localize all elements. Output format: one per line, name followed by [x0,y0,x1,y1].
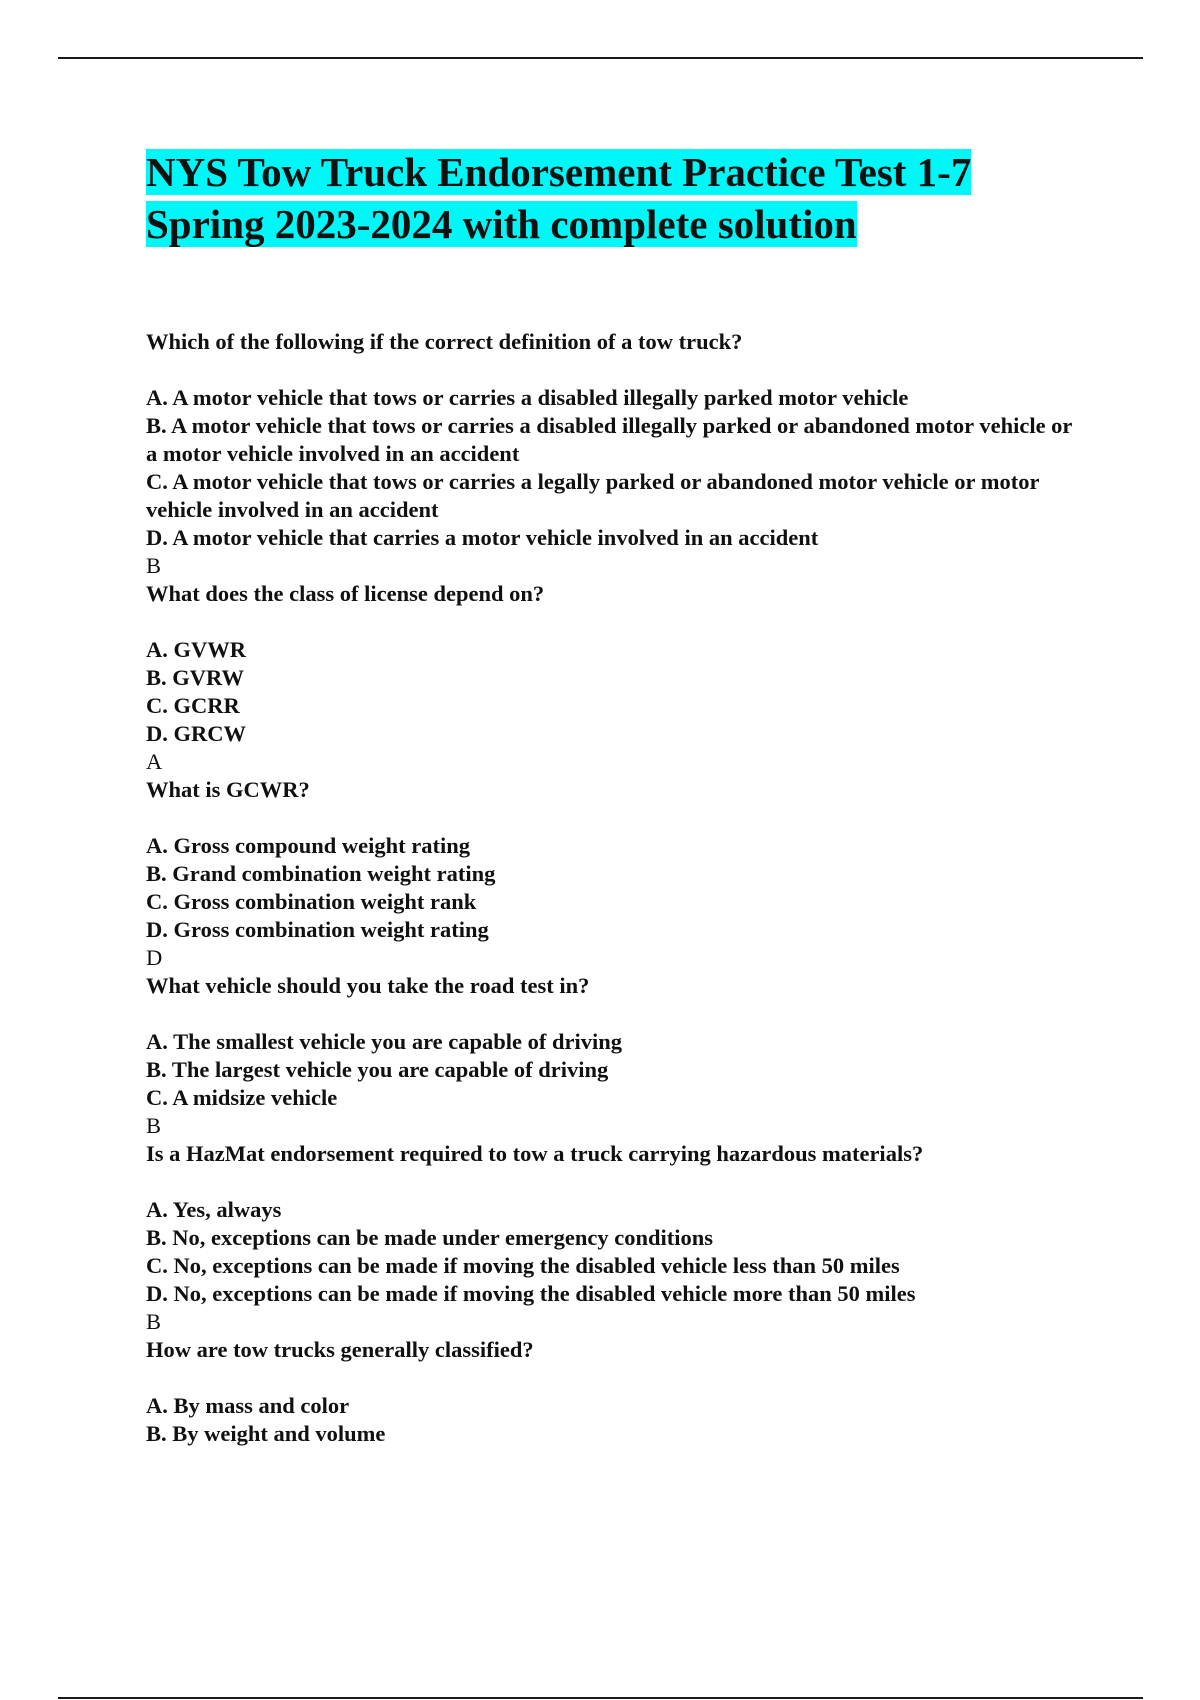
option-list [146,1028,1076,1112]
question-2 [146,580,1076,776]
bottom-rule [58,1697,1143,1699]
option-c: C. Gross combination weight rank [146,889,477,914]
top-rule [58,57,1143,59]
question-4 [146,972,1076,1140]
option-a: A. The smallest vehicle you are capable of driving [146,1029,623,1054]
option-d: D. GRCW [146,721,246,746]
question-text: What vehicle should you take the road test in? [146,973,590,998]
option-b: B. GVRW [146,665,244,690]
option-a: A. Yes, always [146,1197,282,1222]
answer: B [146,1113,162,1138]
question-text: Is a HazMat endorsement required to tow a truck carrying hazardous materials? [146,1141,924,1166]
option-list [146,1196,1076,1308]
option-list [146,384,1076,552]
question-text: What does the class of license depend on? [146,581,545,606]
option-c: C. No, exceptions can be made if moving the disabled vehicle less than 50 miles [146,1253,900,1278]
option-d: D. Gross combination weight rating [146,917,489,942]
option-a: A. GVWR [146,637,246,662]
option-d: D. A motor vehicle that carries a motor vehicle involved in an accident [146,525,819,550]
question-5 [146,1140,1076,1336]
question-list [146,328,1076,1448]
option-a: A. By mass and color [146,1393,350,1418]
question-text: Which of the following if the correct definition of a tow truck? [146,329,743,354]
question-1 [146,328,1076,580]
option-d: D. No, exceptions can be made if moving the disabled vehicle more than 50 miles [146,1281,916,1306]
answer: D [146,945,163,970]
option-a: A. A motor vehicle that tows or carries a disabled illegally parked motor vehicle [146,385,909,410]
title-highlight: NYS Tow Truck Endorsement Practice Test 1-7 Spring 2023-2024 with complete solution [146,149,972,247]
question-6 [146,1336,1076,1448]
document-title [146,146,1076,250]
question-3 [146,776,1076,972]
option-c: C. GCRR [146,693,240,718]
answer: B [146,1309,162,1334]
document-body [146,146,1076,1448]
option-b: B. By weight and volume [146,1421,386,1446]
option-list [146,832,1076,944]
option-c: C. A motor vehicle that tows or carries a legally parked or abandoned motor vehicle or motor vehicle involved in an accident [146,469,1040,522]
option-a: A. Gross compound weight rating [146,833,470,858]
option-c: C. A midsize vehicle [146,1085,338,1110]
option-b: B. A motor vehicle that tows or carries a disabled illegally parked or abandoned motor vehicle or a motor vehicle involved in an accident [146,413,1073,466]
answer: A [146,749,163,774]
option-list [146,1392,1076,1448]
option-b: B. Grand combination weight rating [146,861,496,886]
answer: B [146,553,162,578]
question-text: How are tow trucks generally classified? [146,1337,534,1362]
question-text: What is GCWR? [146,777,310,802]
option-list [146,636,1076,748]
option-b: B. No, exceptions can be made under emergency conditions [146,1225,714,1250]
option-b: B. The largest vehicle you are capable of driving [146,1057,609,1082]
